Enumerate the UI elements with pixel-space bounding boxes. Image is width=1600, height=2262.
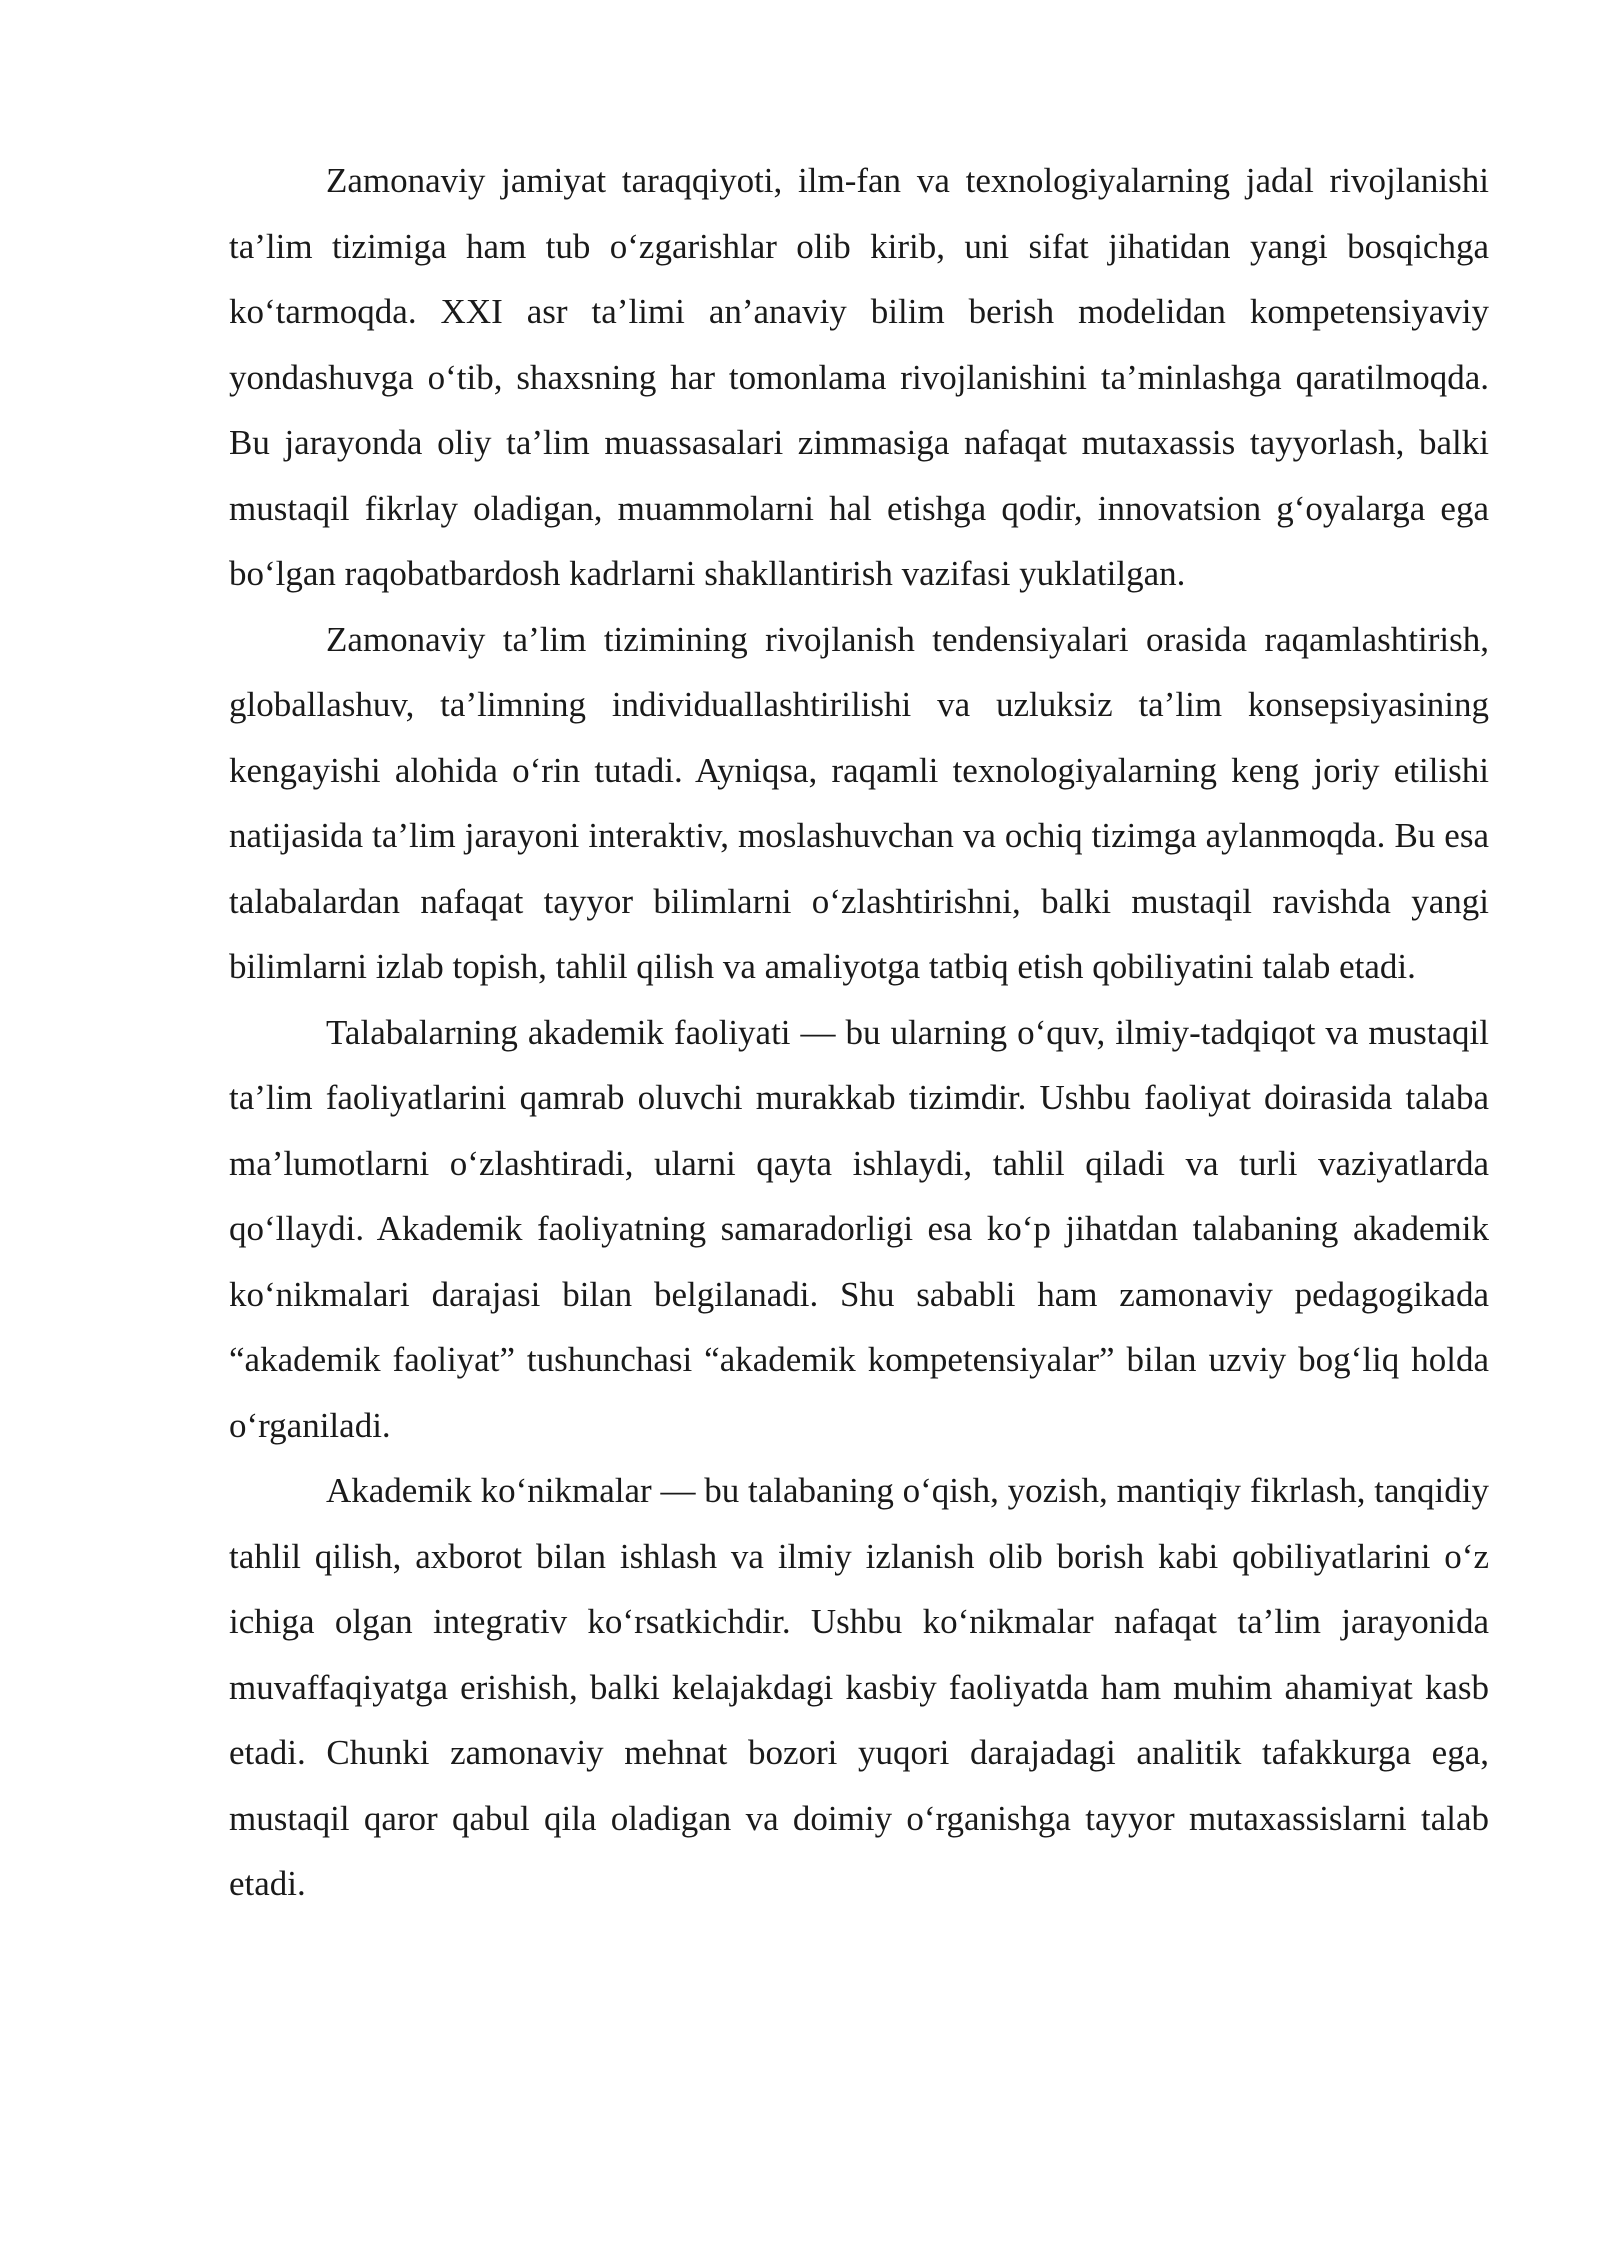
document-body [229,148,1489,1917]
paragraph-2: Zamonaviy ta’lim tizimining rivojlanish tendensiyalari orasida raqamlashtirish, globallashuv, ta’limning individuallashtirilishi va uzluksiz ta’lim konsepsiyasining kengayishi alohida o‘rin tutadi. Ayniqsa, raqamli texnologiyalarning keng joriy etilishi natijasida ta’lim jarayoni interaktiv, moslashuvchan va ochiq tizimga aylanmoqda. Bu esa talabalardan nafaqat tayyor bilimlarni o‘zlashtirishni, balki mustaqil ravishda yangi bilimlarni izlab topish, tahlil qilish va amaliyotga tatbiq etish qobiliyatini talab etadi. [229,619,1489,986]
paragraph-1: Zamonaviy jamiyat taraqqiyoti, ilm-fan va texnologiyalarning jadal rivojlanishi ta’lim tizimiga ham tub o‘zgarishlar olib kirib, uni sifat jihatidan yangi bosqichga ko‘tarmoqda. XXI asr ta’limi an’anaviy bilim berish modelidan kompetensiyaviy yondashuvga o‘tib, shaxsning har tomonlama rivojlanishini ta’minlashga qaratilmoqda. Bu jarayonda oliy ta’lim muassasalari zimmasiga nafaqat mutaxassis tayyorlash, balki mustaqil fikrlay oladigan, muammolarni hal etishga qodir, innovatsion g‘oyalarga ega bo‘lgan raqobatbardosh kadrlarni shakllantirish vazifasi yuklatilgan. [229,161,1489,593]
paragraph-4: Akademik ko‘nikmalar — bu talabaning o‘qish, yozish, mantiqiy fikrlash, tanqidiy tahlil qilish, axborot bilan ishlash va ilmiy izlanish olib borish kabi qobiliyatlarini o‘z ichiga olgan integrativ ko‘rsatkichdir. Ushbu ko‘nikmalar nafaqat ta’lim jarayonida muvaffaqiyatga erishish, balki kelajakdagi kasbiy faoliyatda ham muhim ahamiyat kasb etadi. Chunki zamonaviy mehnat bozori yuqori darajadagi analitik tafakkurga ega, mustaqil qaror qabul qila oladigan va doimiy o‘rganishga tayyor mutaxassislarni talab etadi. [229,1471,1489,1903]
paragraph-3: Talabalarning akademik faoliyati — bu ularning o‘quv, ilmiy-tadqiqot va mustaqil ta’lim faoliyatlarini qamrab oluvchi murakkab tizimdir. Ushbu faoliyat doirasida talaba ma’lumotlarni o‘zlashtiradi, ularni qayta ishlaydi, tahlil qiladi va turli vaziyatlarda qo‘llaydi. Akademik faoliyatning samaradorligi esa ko‘p jihatdan talabaning akademik ko‘nikmalari darajasi bilan belgilanadi. Shu sababli ham zamonaviy pedagogikada “akademik faoliyat” tushunchasi “akademik kompetensiyalar” bilan uzviy bog‘liq holda o‘rganiladi. [229,1012,1489,1445]
